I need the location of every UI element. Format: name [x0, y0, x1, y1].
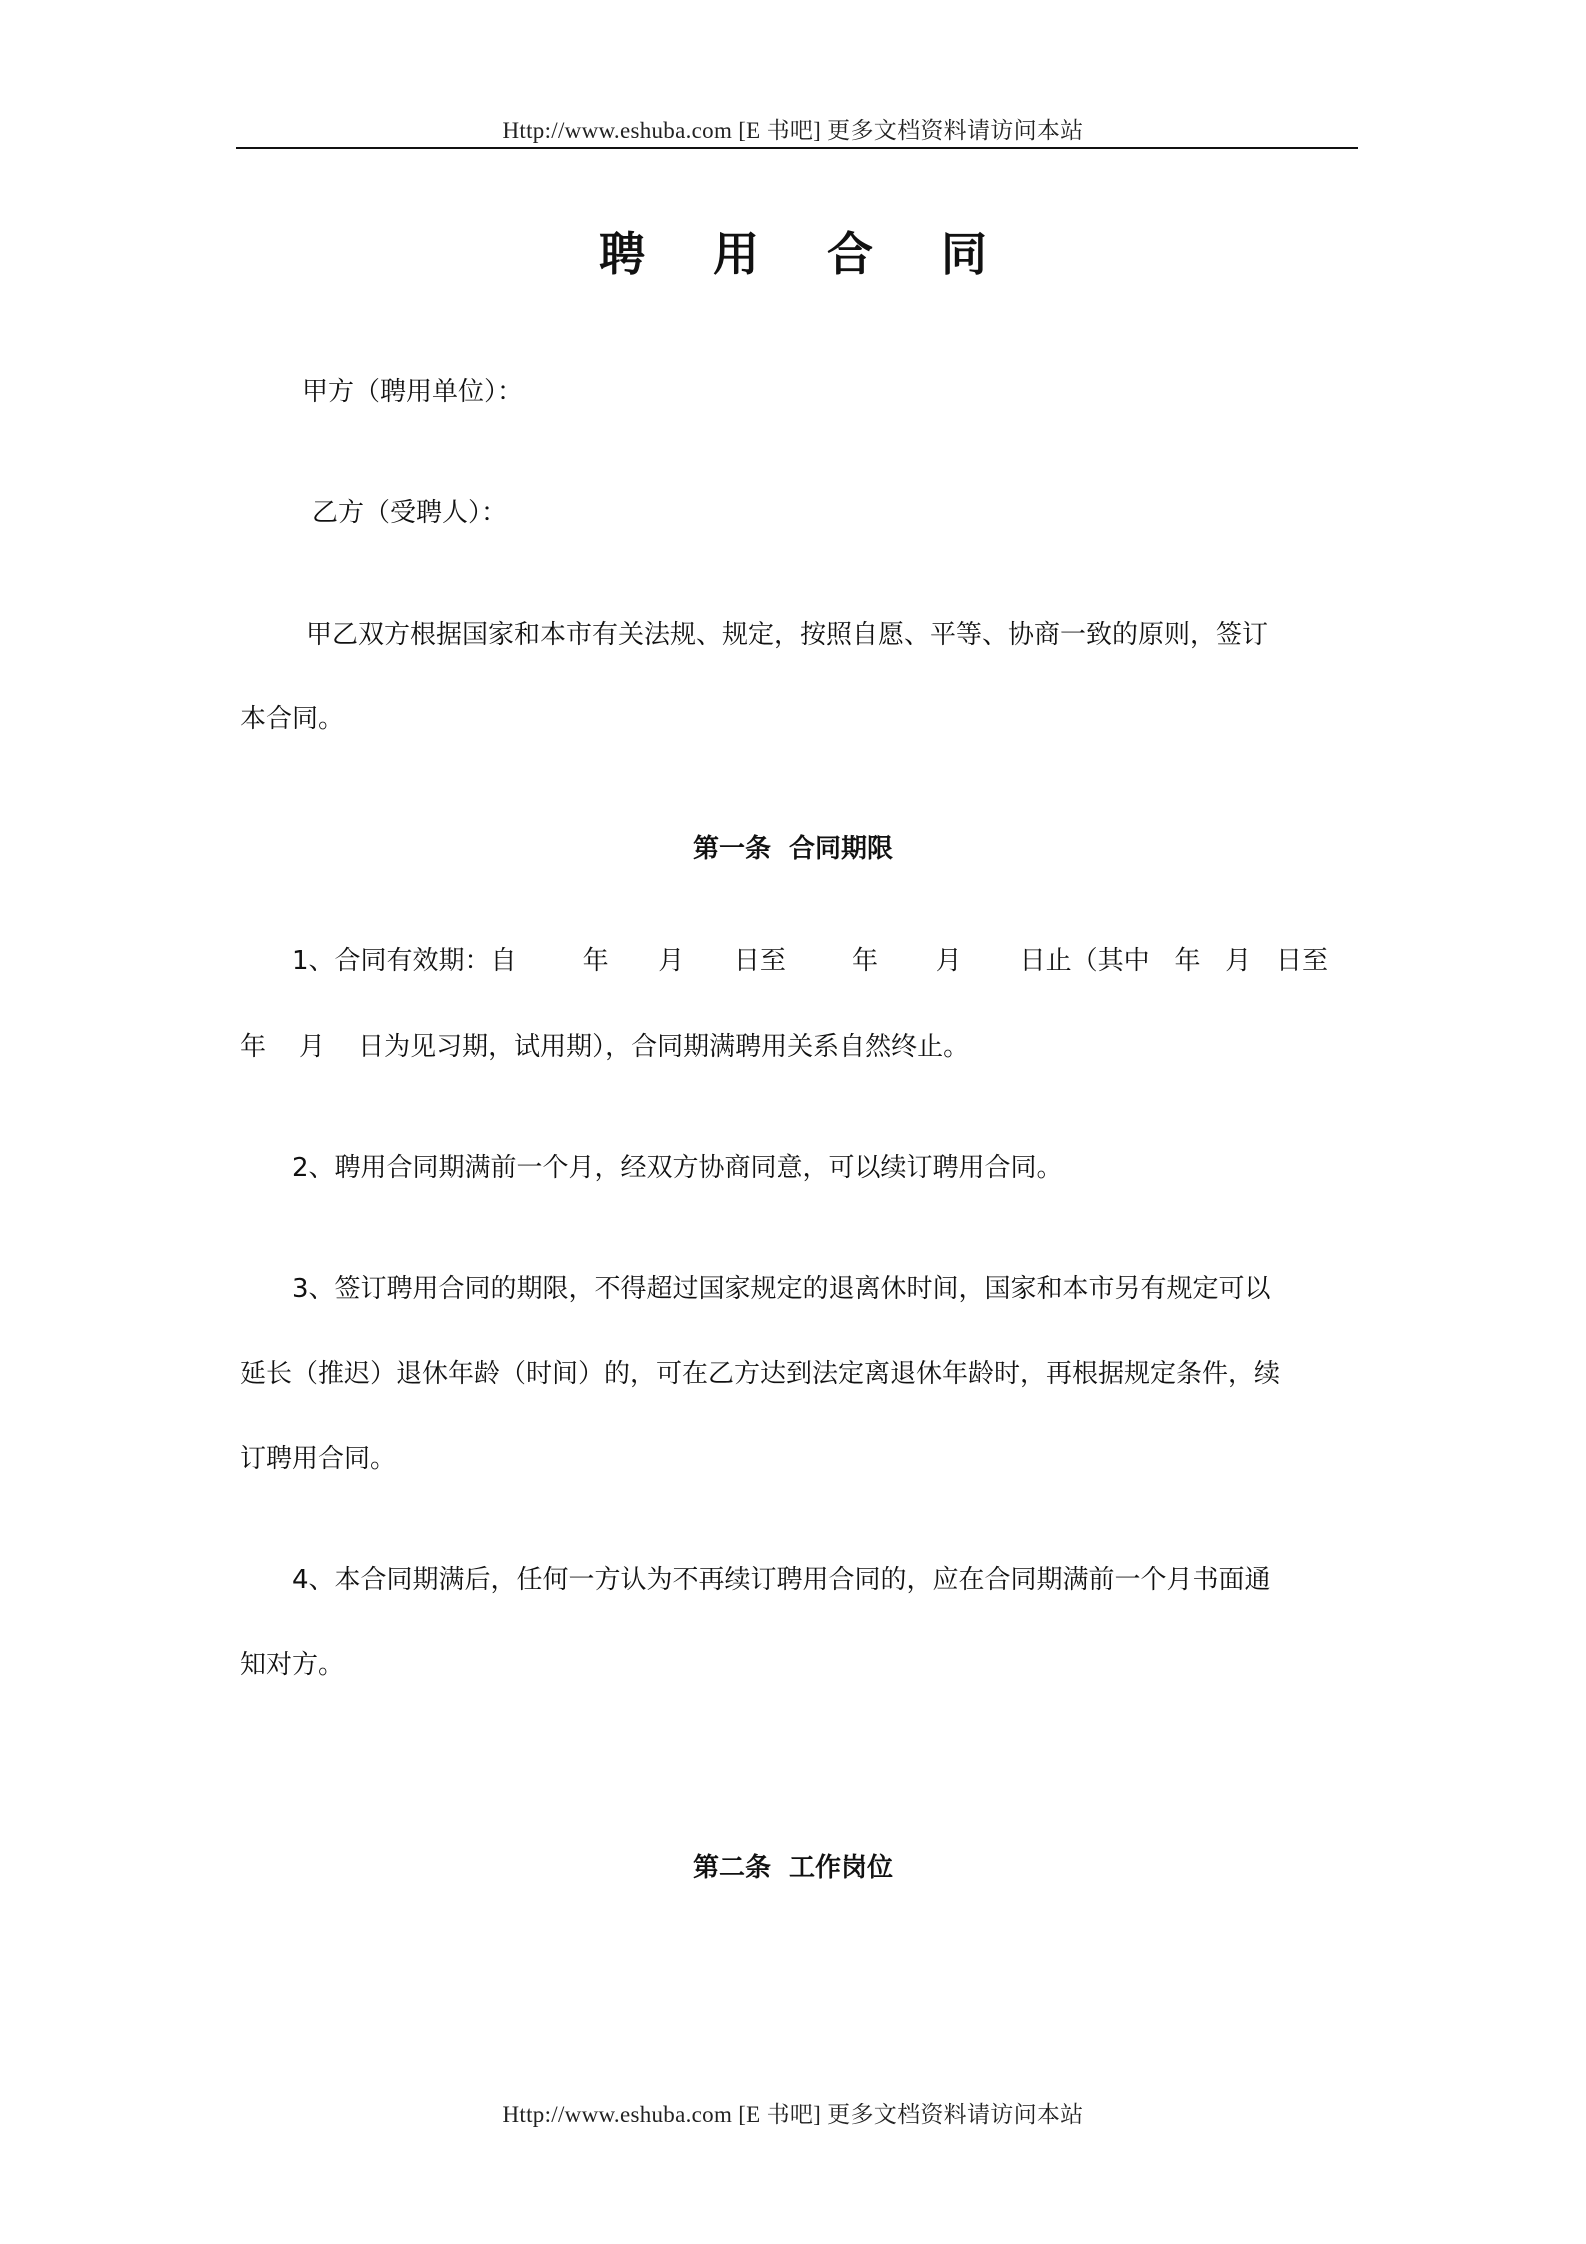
- preamble-line-2: 本合同。: [240, 704, 345, 734]
- article-1-clause-4-line-2: 知对方。: [240, 1650, 345, 1680]
- header-divider: [236, 147, 1358, 149]
- page-footer-text: Http://www.eshuba.com [E 书吧] 更多文档资料请访问本站: [502, 2102, 1084, 2127]
- article-1-clause-4-line-1: 4、本合同期满后，任何一方认为不再续订聘用合同的，应在合同期满前一个月书面通: [292, 1565, 1271, 1595]
- article-1-clause-3-line-2: 延长（推迟）退休年龄（时间）的，可在乙方达到法定离退休年龄时，再根据规定条件，续: [240, 1359, 1281, 1389]
- page-header-text: Http://www.eshuba.com [E 书吧] 更多文档资料请访问本站: [502, 118, 1084, 143]
- article-2-heading: 第二条 工作岗位: [692, 1853, 894, 1883]
- party-b-label: 乙方（受聘人）：: [312, 498, 508, 528]
- preamble-line-1: 甲乙双方根据国家和本市有关法规、规定，按照自愿、平等、协商一致的原则，签订: [306, 620, 1269, 650]
- article-1-heading: 第一条 合同期限: [692, 834, 894, 864]
- article-1-clause-1-line-1: 1、合同有效期：自 年 月 日至 年 月 日止（其中 年 月 日至: [292, 946, 1329, 976]
- party-a-label: 甲方（聘用单位）：: [302, 377, 524, 407]
- article-1-clause-3-line-3: 订聘用合同。: [240, 1444, 397, 1474]
- article-1-clause-1-line-2: 年 月 日为见习期，试用期），合同期满聘用关系自然终止。: [240, 1032, 970, 1062]
- article-1-clause-2: 2、聘用合同期满前一个月，经双方协商同意，可以续订聘用合同。: [292, 1153, 1063, 1183]
- document-title: 聘 用 合 同: [598, 227, 1014, 281]
- article-1-clause-3-line-1: 3、签订聘用合同的期限，不得超过国家规定的退离休时间，国家和本市另有规定可以: [292, 1274, 1271, 1304]
